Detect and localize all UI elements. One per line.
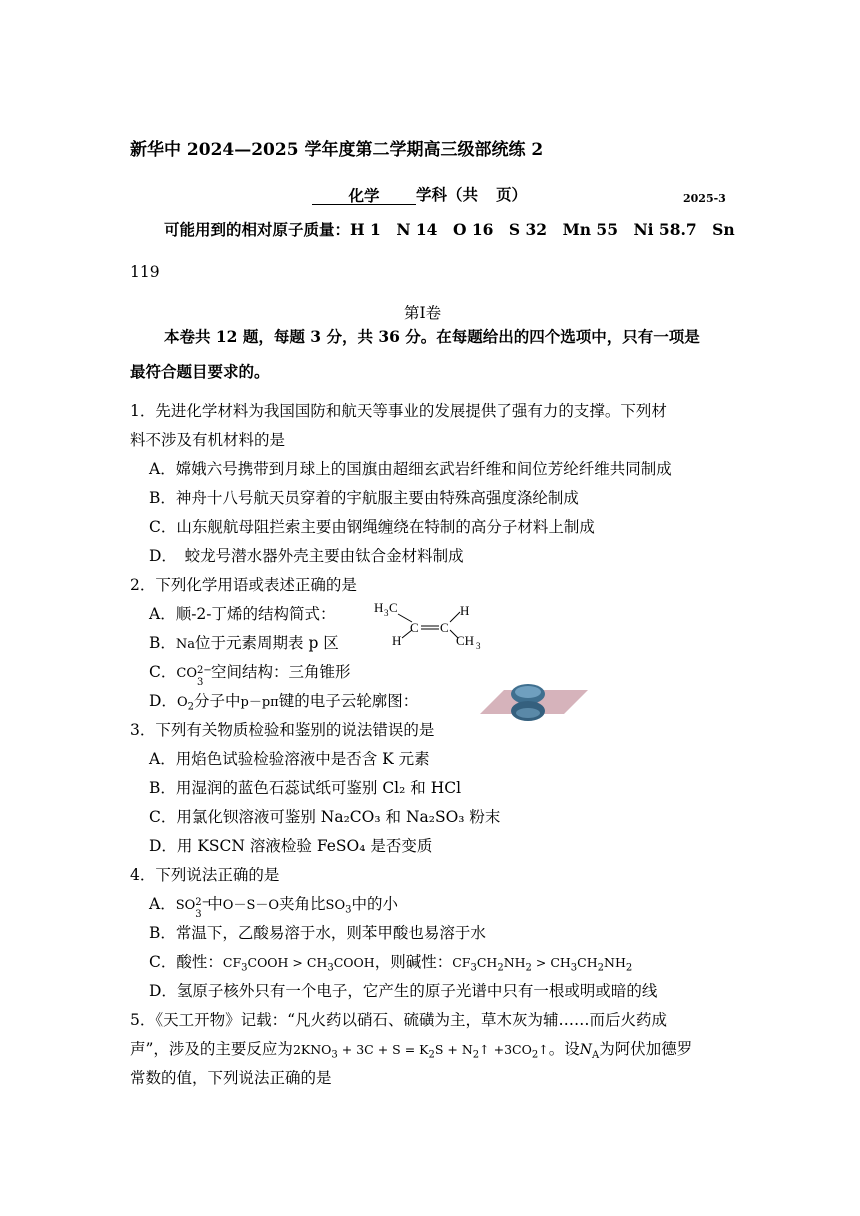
q2-stem: 2．下列化学用语或表述正确的是 [130,576,357,594]
svg-text:CH: CH [456,633,475,648]
section-title: 第Ⅰ卷 [404,304,442,322]
q5-stem-end: 常数的值，下列说法正确的是 [130,1069,332,1087]
q3-option-a: A．用焰色试验检验溶液中是否含 K 元素 [149,750,430,768]
q1-option-b: B．神舟十八号航天员穿着的宇航服主要由特殊高强度涤纶制成 [149,489,579,507]
gunpowder-equation: $2KNO_3 + 3C + S = K_2S$ + $N_2↑$ $+3CO_2↑$ [292,1042,549,1061]
p-p-pi-label: p－pπ [240,695,279,710]
q1-option-a: A．嫦娥六号携带到月球上的国旗由超细玄武岩纤维和间位芳纶纤维共同制成 [149,460,672,478]
svg-text:H: H [460,603,470,618]
q3-stem: 3．下列有关物质检验和鉴别的说法错误的是 [130,721,435,739]
q1-option-c: C．山东舰航母阻拦索主要由钢绳缠绕在特制的高分子材料上制成 [149,518,595,536]
q4-stem: 4．下列说法正确的是 [130,866,280,884]
exam-title: 新华中 2024—2025 学年度第二学期高三级部统练 2 [130,140,544,160]
na-symbol: Na [175,637,196,652]
q1-stem-cont: 料不涉及有机材料的是 [130,431,286,449]
q4-option-b: B．常温下，乙酸易溶于水，则苯甲酸也易溶于水 [149,924,486,942]
acid-comparison: $CF_3COOH$ > $CH_3COOH$ [222,955,375,974]
q2-option-d: D．$O_2$分子中p－pπ键的电子云轮廓图： [149,692,419,713]
q4-option-c: C．酸性：$CF_3COOH$ > $CH_3COOH$，则碱性：$CF_3CH_2NH_2 > CH_3CH_2NH_2$ [149,953,633,974]
section-instruction-cont: 最符合题目要求的。 [130,362,270,381]
svg-text:C: C [410,620,419,635]
q3-option-c: C．用氯化钡溶液可鉴别 Na₂CO₃ 和 Na₂SO₃ 粉末 [149,808,501,826]
svg-text:H: H [374,600,384,615]
q5-stem-cont: 声”，涉及的主要反应为$2KNO_3 + 3C + S = K_2S$ + $N_2↑$ $+3CO_2↑$。设$N_A$为阿伏加德罗 [130,1040,693,1061]
q2-option-b: B．Na位于元素周期表 p 区 [149,634,339,652]
o2-formula: $O_2$ [176,695,194,713]
subject-line [312,185,527,205]
q3-option-d: D．用 KSCN 溶液检验 FeSO₄ 是否变质 [149,837,433,855]
exam-date: 2025-3 [683,192,726,205]
svg-text:C: C [389,600,398,615]
q4-option-d: D．氢原子核外只有一个电子，它产生的原子光谱中只有一根或明或暗的线 [149,982,658,1000]
carbonate-formula: CO 2− 3 [176,665,212,688]
svg-text:3: 3 [384,608,389,618]
q2-option-c: C．CO 2− 3 空间结构：三角锥形 [149,663,351,688]
svg-text:H: H [392,633,402,648]
subject-name: 化学 [312,186,416,205]
q1-option-d: D． 蛟龙号潜水器外壳主要由钛合金材料制成 [149,547,464,565]
svg-text:C: C [440,620,449,635]
so3-formula: $SO_3$ [325,898,352,916]
q3-option-b: B．用湿润的蓝色石蕊试纸可鉴别 Cl₂ 和 HCl [149,779,462,797]
svg-text:3: 3 [476,641,481,651]
pages-suffix: 页） [496,185,528,204]
cis-2-butene-structure [372,598,492,656]
section-instruction: 本卷共 12 题，每题 3 分，共 36 分。在每题给出的四个选项中，只有一项是 [164,327,700,346]
q4-option-a: A．SO 2− 3 中O－S－O夹角比$SO_3$中的小 [149,895,399,920]
q2-option-a: A．顺-2-丁烯的结构简式： [149,605,336,623]
base-comparison: $CF_3CH_2NH_2 > CH_3CH_2NH_2$ [452,955,633,974]
avogadro-symbol: $N_A$ [579,1042,600,1061]
atomic-masses-cont: 119 [130,263,160,281]
q5-stem: 5．《天工开物》记载：“凡火药以硝石、硫磺为主，草木灰为辅……而后火药成 [130,1011,668,1029]
oso-angle: O－S－O [222,898,280,913]
atomic-masses: 可能用到的相对原子质量：H 1 N 14 O 16 S 32 Mn 55 Ni 58.7 Sn [164,220,735,239]
sulfite-formula: SO 2− 3 [175,897,211,920]
subject-suffix: 学科（共 [416,185,479,204]
q1-stem: 1．先进化学材料为我国国防和航天等事业的发展提供了强有力的支撑。下列材 [130,402,667,420]
pi-bond-orbital-image [478,682,590,722]
